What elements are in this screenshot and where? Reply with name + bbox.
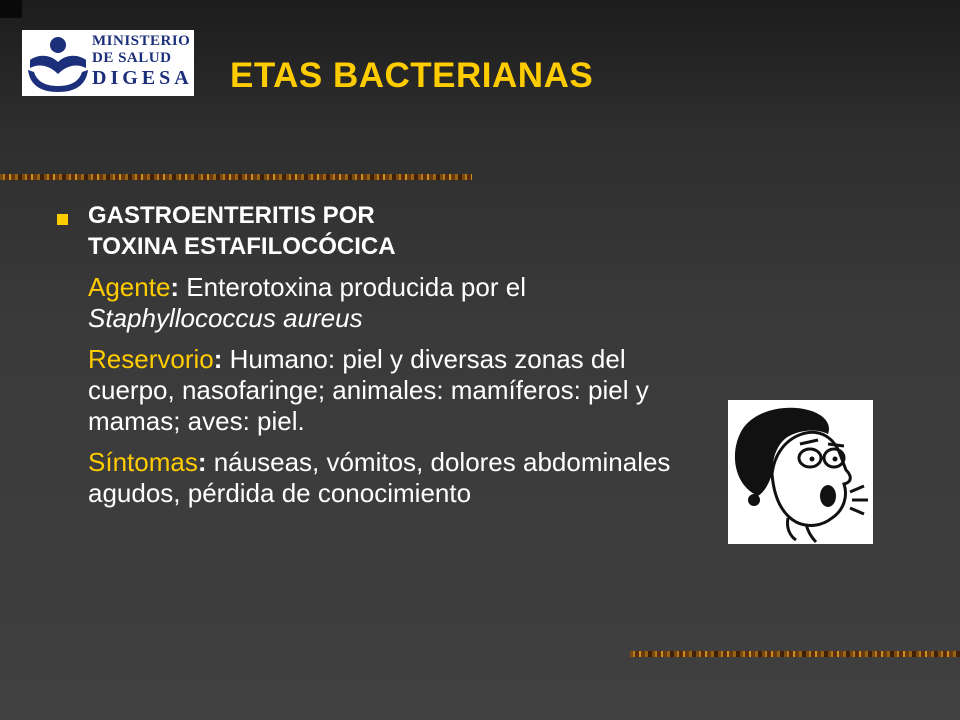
- bullet-heading: [88, 200, 678, 262]
- slide-title: ETAS BACTERIANAS: [230, 56, 594, 95]
- sick-face-illustration-icon: [728, 400, 873, 544]
- bullet-heading-line2: TOXINA ESTAFILOCÓCICA: [88, 233, 396, 260]
- decorative-rule-bottom: [630, 651, 960, 657]
- ministry-health-logo-icon: [24, 30, 88, 96]
- sintomas-label: Síntomas: [88, 447, 198, 477]
- slide-content: [88, 200, 678, 519]
- sintomas-colon: :: [197, 447, 207, 477]
- corner-mark: [0, 0, 22, 18]
- reservorio-colon: :: [213, 344, 223, 374]
- ministerio-logo: [22, 30, 194, 96]
- logo-line-digesa: DIGESA: [92, 67, 193, 89]
- logo-line-ministerio: MINISTERIO: [92, 33, 191, 49]
- agente-label: Agente: [88, 272, 171, 302]
- agente-colon: :: [170, 272, 180, 302]
- agente-organism: Staphyllococcus aureus: [88, 303, 363, 333]
- reservorio-label: Reservorio: [88, 344, 214, 374]
- agente-paragraph: [88, 272, 678, 334]
- square-bullet-icon: [57, 214, 68, 225]
- bullet-heading-line1: GASTROENTERITIS POR: [88, 202, 375, 229]
- agente-text: Enterotoxina producida por el: [179, 272, 526, 302]
- reservorio-text: Humano: piel y diversas zonas del cuerpo, nasofaringe; animales: mamíferos: piel y mamas; aves: piel.: [88, 344, 649, 436]
- sintomas-paragraph: [88, 447, 678, 509]
- logo-text: [92, 34, 192, 88]
- logo-line-de-salud: DE SALUD: [92, 50, 172, 66]
- reservorio-paragraph: [88, 344, 678, 437]
- decorative-rule-top: [0, 174, 472, 180]
- sintomas-text: náuseas, vómitos, dolores abdominales agudos, pérdida de conocimiento: [88, 447, 671, 508]
- sick-face-illustration: [728, 400, 873, 544]
